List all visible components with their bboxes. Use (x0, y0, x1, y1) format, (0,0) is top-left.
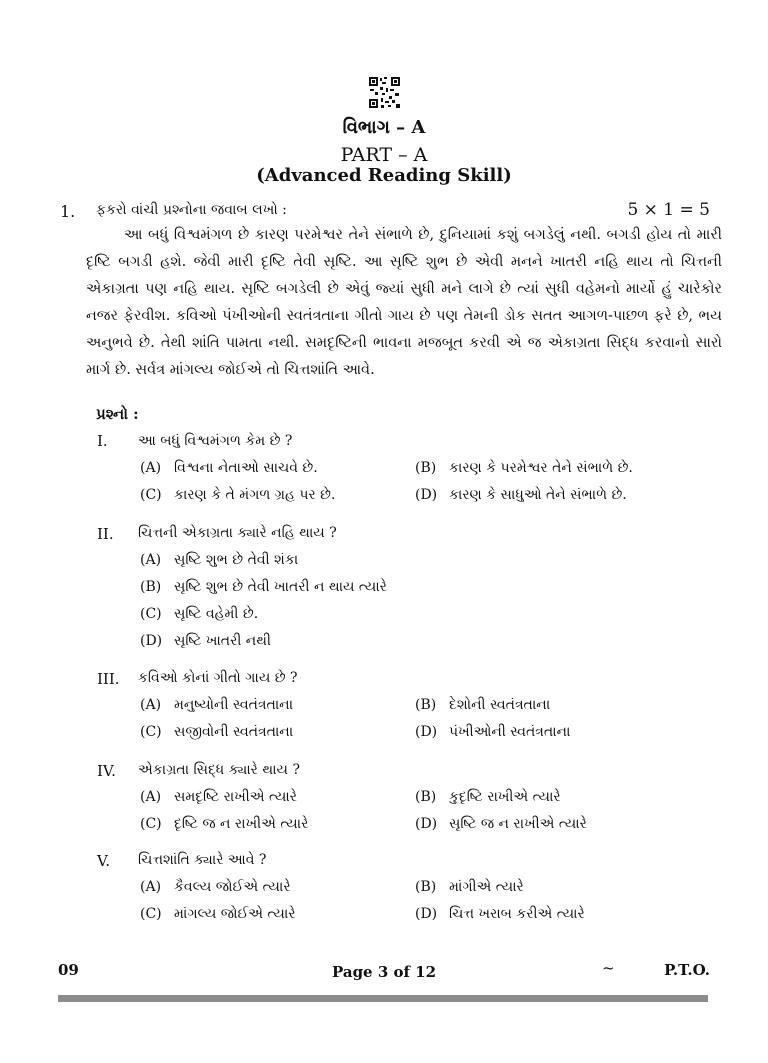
option-label: (D) (415, 816, 438, 832)
option-text: સૃષ્ટિ જ ન રાખીએ ત્યારે (449, 816, 587, 832)
option-label: (B) (415, 879, 437, 895)
option-d (415, 816, 587, 832)
subquestion-number: V. (97, 852, 110, 870)
option-b (415, 697, 550, 713)
option-text: કારણ કે તે મંગળ ગ્રહ પર છે. (174, 487, 336, 503)
subquestion-number: IV. (97, 762, 116, 780)
option-d (140, 633, 271, 649)
option-text: સૃષ્ટિ શુભ છે તેવી ખાતરી ન થાય ત્યારે (174, 579, 387, 595)
option-label: (D) (415, 487, 438, 503)
qr-code-icon (368, 76, 401, 109)
option-label: (C) (140, 606, 162, 622)
section-title: વિભાગ – A (342, 117, 426, 138)
option-text: સૃષ્ટિ ખાતરી નથી (174, 633, 271, 649)
option-b (415, 460, 633, 476)
option-text: સૃષ્ટિ વહેમી છે. (174, 606, 259, 622)
option-text: વિશ્વના નેતાઓ સાચવે છે. (174, 460, 318, 476)
paper-code: 09 (58, 961, 79, 979)
subquestion-text: આ બધું વિશ્વમંગળ કેમ છે ? (138, 433, 293, 449)
option-b (415, 789, 561, 805)
option-label: (C) (140, 724, 162, 740)
footer-tilde: ~ (602, 959, 615, 977)
option-label: (A) (140, 789, 162, 805)
option-label: (A) (140, 697, 162, 713)
subquestion-text: કવિઓ કોનાં ગીતો ગાય છે ? (138, 670, 298, 686)
option-a (140, 552, 298, 568)
part-subtitle: (Advanced Reading Skill) (256, 165, 512, 186)
option-label: (A) (140, 879, 162, 895)
option-a (140, 697, 293, 713)
option-text: માંગલ્ય જોઈએ ત્યારે (174, 906, 296, 922)
option-c (140, 606, 258, 622)
part-title: PART – A (340, 144, 428, 166)
reading-passage: આ બધું વિશ્વમંગળ છે કારણ પરમેશ્વર તેને સંભાળે છે, દુનિયામાં કશું બગડેલું નથી. બગડી હોય તો મારી દૃષ્ટિ બગડી હશે. જેવી મારી દૃષ્ટિ તેવી સૃષ્ટિ. આ સૃષ્ટિ શુભ છે એવી મનને ખાતરી નહિ થાય તો ચિત્તની એકાગ્રતા પણ નહિ થાય. સૃષ્ટિ બગડેલી છે એવું જ્યાં સુધી મને લાગે છે ત્યાં સુધી વહેમનો માર્યો હું ચારેકોર નજર ફેરવીશ. કવિઓ પંખીઓની સ્વતંત્રતાના ગીતો ગાય છે પણ તેમની ડોક સતત આગળ-પાછળ ફરે છે, ભય અનુભવે છે. તેથી શાંતિ પામતા નથી. સમદૃષ્ટિની ભાવના મજબૂત કરવી એ જ એકાગ્રતા સિદ્ધ કરવાનો સારો માર્ગ છે. સર્વત્ર માંગલ્ય જોઈએ તો ચિત્તશાંતિ આવે. (86, 227, 722, 378)
option-label: (B) (415, 789, 437, 805)
option-a (140, 789, 297, 805)
pto-label: P.T.O. (664, 961, 710, 979)
option-c (140, 487, 335, 503)
option-label: (B) (415, 697, 437, 713)
option-label: (B) (415, 460, 437, 476)
option-a (140, 879, 291, 895)
option-text: સજીવોની સ્વતંત્રતાના (174, 724, 294, 740)
question-number: 1. (60, 202, 76, 221)
option-label: (B) (140, 579, 162, 595)
footer-divider (58, 995, 708, 1002)
question-instruction: ફકરો વાંચી પ્રશ્નોના જવાબ લખો : (96, 202, 287, 218)
option-text: મનુષ્યોની સ્વતંત્રતાના (174, 697, 294, 713)
option-label: (D) (140, 633, 163, 649)
option-d (415, 906, 585, 922)
subquestion-text: એકાગ્રતા સિદ્ધ ક્યારે થાય ? (138, 762, 300, 778)
option-text: કૈવલ્ય જોઈએ ત્યારે (174, 879, 291, 895)
marks-allocation: 5 × 1 = 5 (627, 200, 710, 220)
option-label: (A) (140, 552, 162, 568)
option-d (415, 724, 570, 740)
option-label: (C) (140, 816, 162, 832)
option-c (140, 724, 293, 740)
option-label: (C) (140, 487, 162, 503)
subquestion-number: I. (97, 432, 108, 450)
option-b (140, 579, 387, 595)
questions-label: પ્રશ્નો : (96, 405, 139, 423)
option-c (140, 906, 296, 922)
option-d (415, 487, 627, 503)
option-label: (D) (415, 906, 438, 922)
subquestion-number: II. (97, 525, 114, 543)
option-b (415, 879, 524, 895)
option-label: (A) (140, 460, 162, 476)
option-text: માંગીએ ત્યારે (449, 879, 524, 895)
option-label: (D) (415, 724, 438, 740)
option-text: સૃષ્ટિ શુભ છે તેવી શંકા (174, 552, 299, 568)
option-text: ચિત્ત ખરાબ કરીએ ત્યારે (449, 906, 585, 922)
page-number: Page 3 of 12 (331, 963, 437, 981)
option-text: પંખીઓની સ્વતંત્રતાના (449, 724, 571, 740)
option-a (140, 460, 318, 476)
subquestion-number: III. (97, 670, 120, 688)
option-text: કુદૃષ્ટિ રાખીએ ત્યારે (449, 789, 561, 805)
option-c (140, 816, 308, 832)
option-label: (C) (140, 906, 162, 922)
option-text: સમદૃષ્ટિ રાખીએ ત્યારે (174, 789, 297, 805)
option-text: દેશોની સ્વતંત્રતાના (449, 697, 551, 713)
option-text: કારણ કે પરમેશ્વર તેને સંભાળે છે. (449, 460, 633, 476)
option-text: દૃષ્ટિ જ ન રાખીએ ત્યારે (174, 816, 309, 832)
subquestion-text: ચિત્તની એકાગ્રતા ક્યારે નહિ થાય ? (138, 525, 337, 541)
subquestion-text: ચિત્તશાંતિ ક્યારે આવે ? (138, 852, 267, 868)
option-text: કારણ કે સાધુઓ તેને સંભાળે છે. (449, 487, 627, 503)
